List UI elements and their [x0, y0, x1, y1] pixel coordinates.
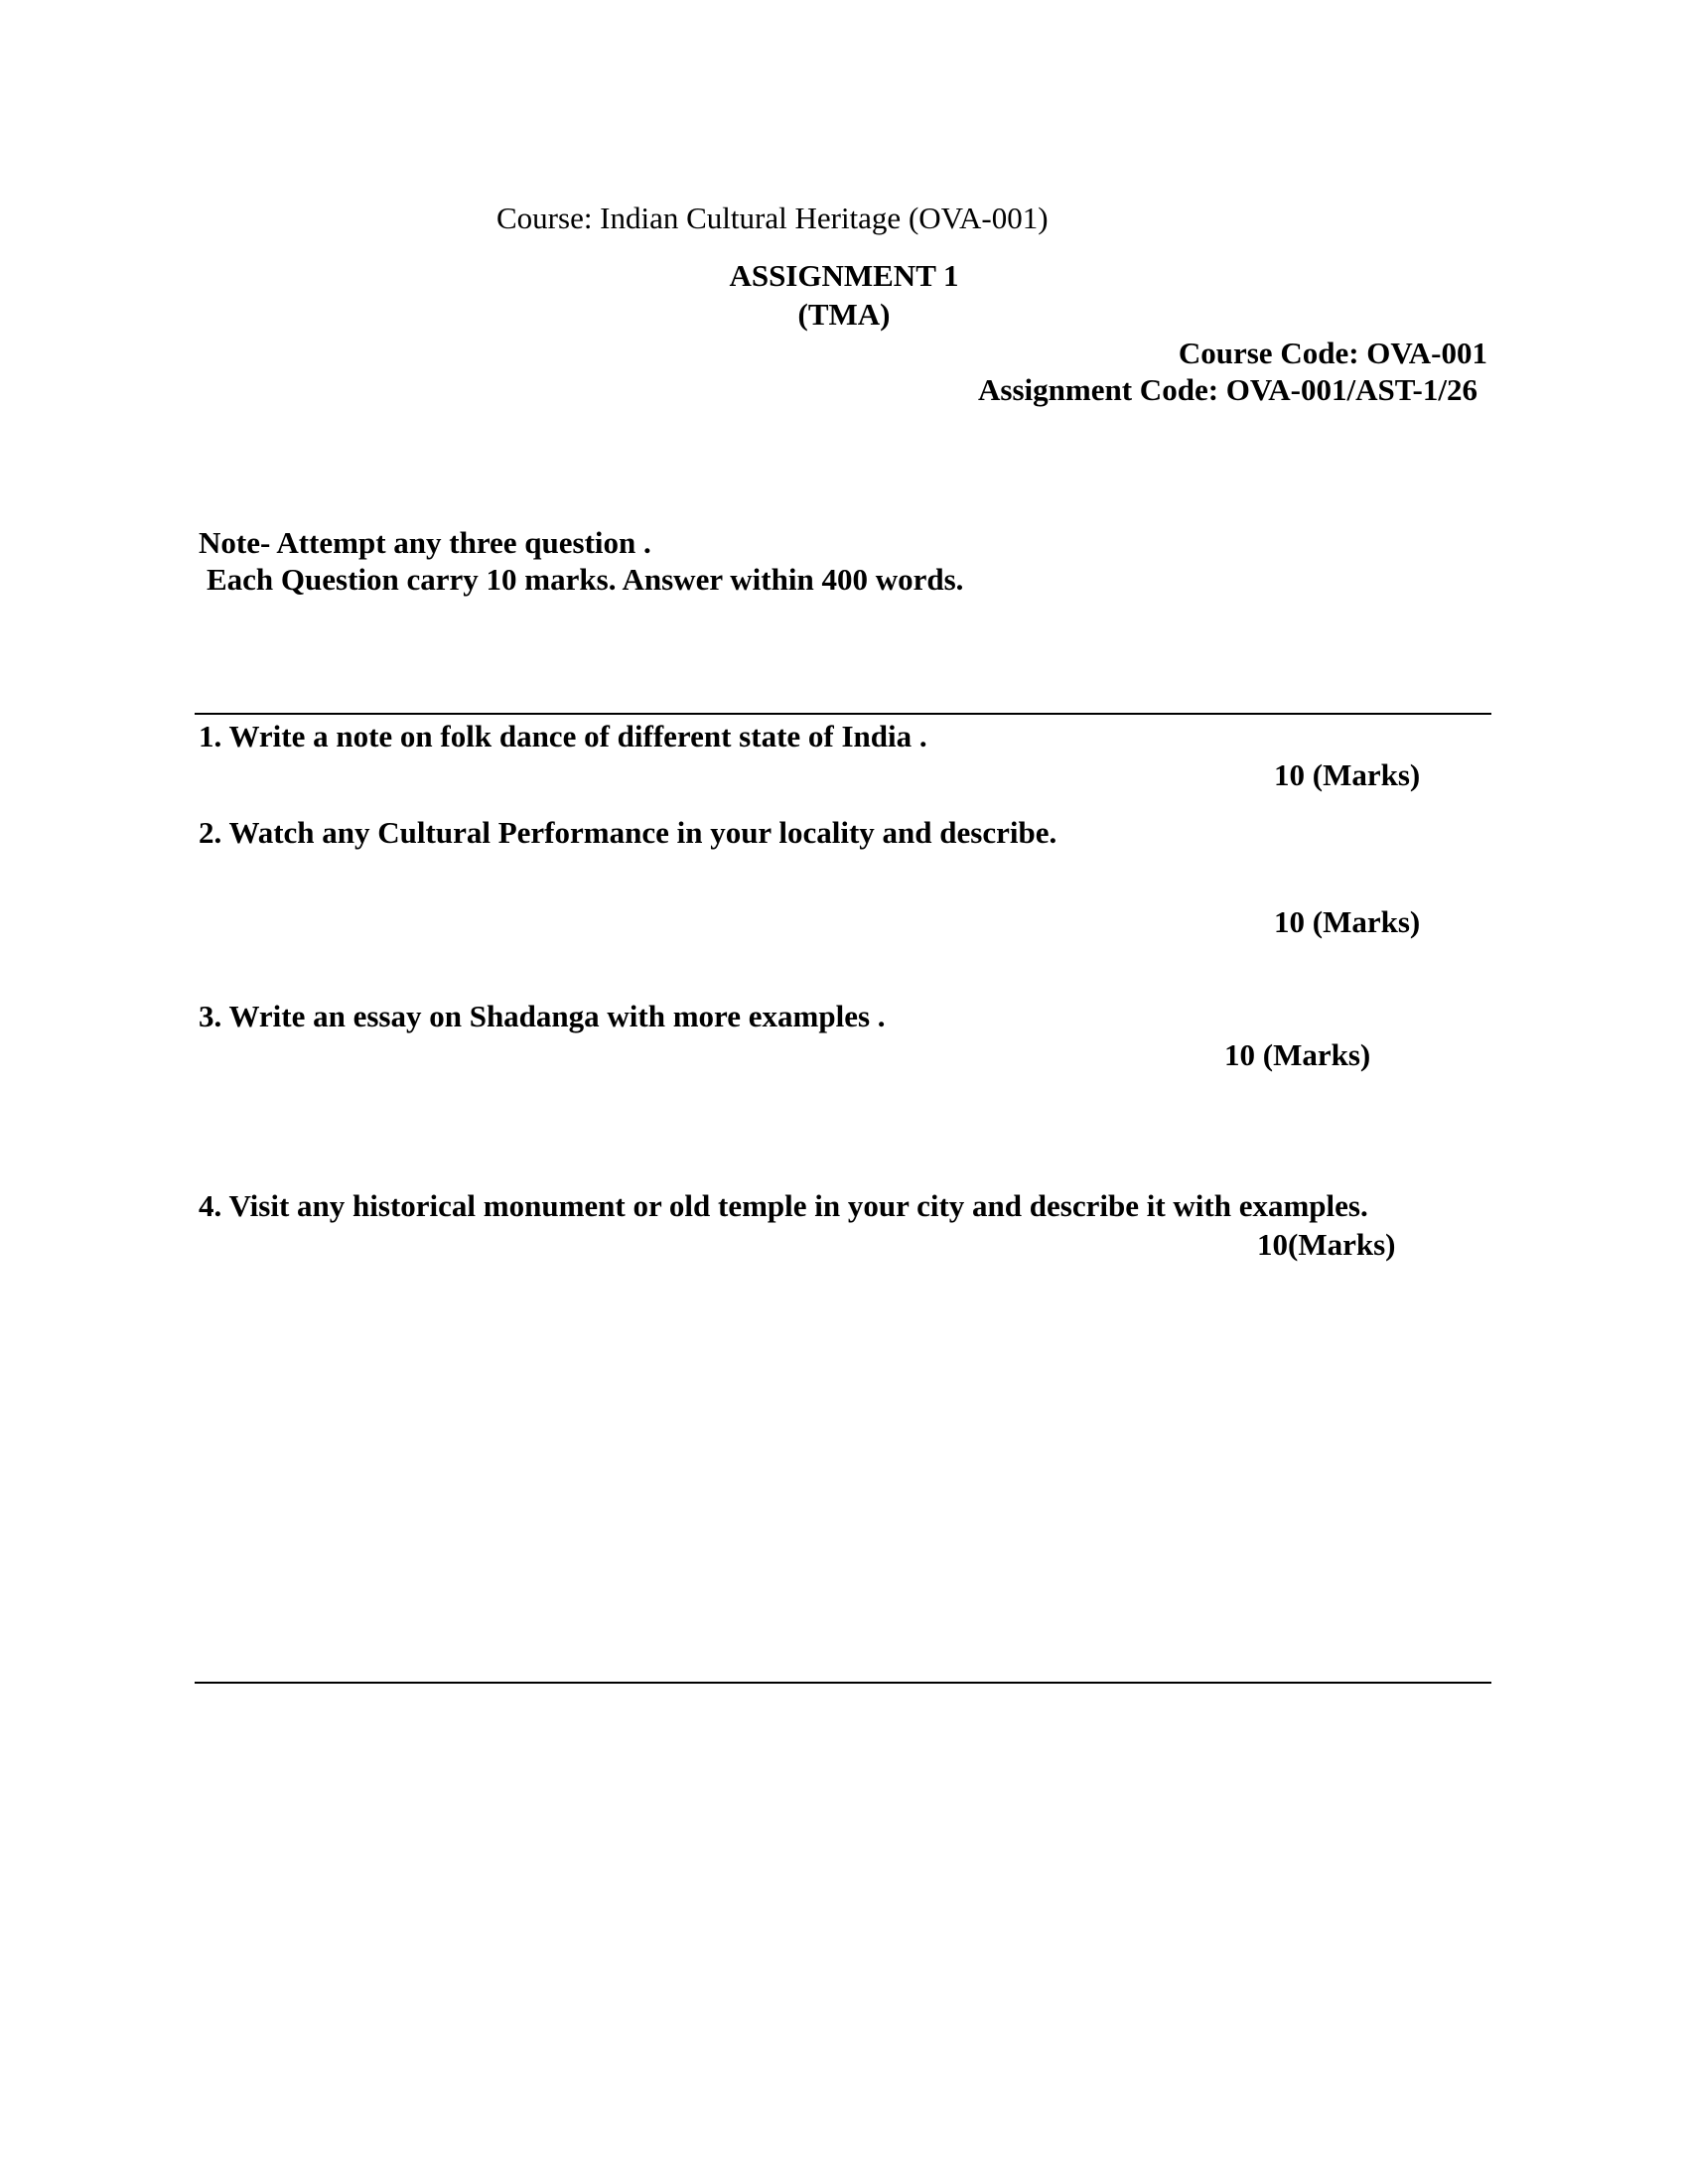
course-line: Course: Indian Cultural Heritage (OVA-001): [496, 201, 1049, 235]
assignment-title: ASSIGNMENT 1: [729, 258, 959, 293]
question-3: 3. Write an essay on Shadanga with more examples .: [199, 999, 886, 1033]
bottom-divider: [195, 1682, 1491, 1684]
question-4: 4. Visit any historical monument or old temple in your city and describe it with examples.: [199, 1188, 1368, 1223]
question-3-marks: 10 (Marks): [1224, 1037, 1371, 1072]
assignment-type: (TMA): [797, 297, 891, 332]
question-1-marks: 10 (Marks): [1274, 757, 1421, 792]
question-4-marks: 10(Marks): [1257, 1227, 1396, 1262]
assignment-code: Assignment Code: OVA-001/AST-1/26: [978, 372, 1477, 407]
question-1: 1. Write a note on folk dance of different state of India .: [199, 719, 927, 753]
question-2-marks: 10 (Marks): [1274, 904, 1421, 939]
question-2: 2. Watch any Cultural Performance in your locality and describe.: [199, 815, 1057, 850]
note-line-2: Each Question carry 10 marks. Answer within 400 words.: [207, 562, 964, 597]
note-line-1: Note- Attempt any three question .: [199, 525, 651, 560]
course-code: Course Code: OVA-001: [1178, 336, 1487, 370]
top-divider: [195, 713, 1491, 715]
